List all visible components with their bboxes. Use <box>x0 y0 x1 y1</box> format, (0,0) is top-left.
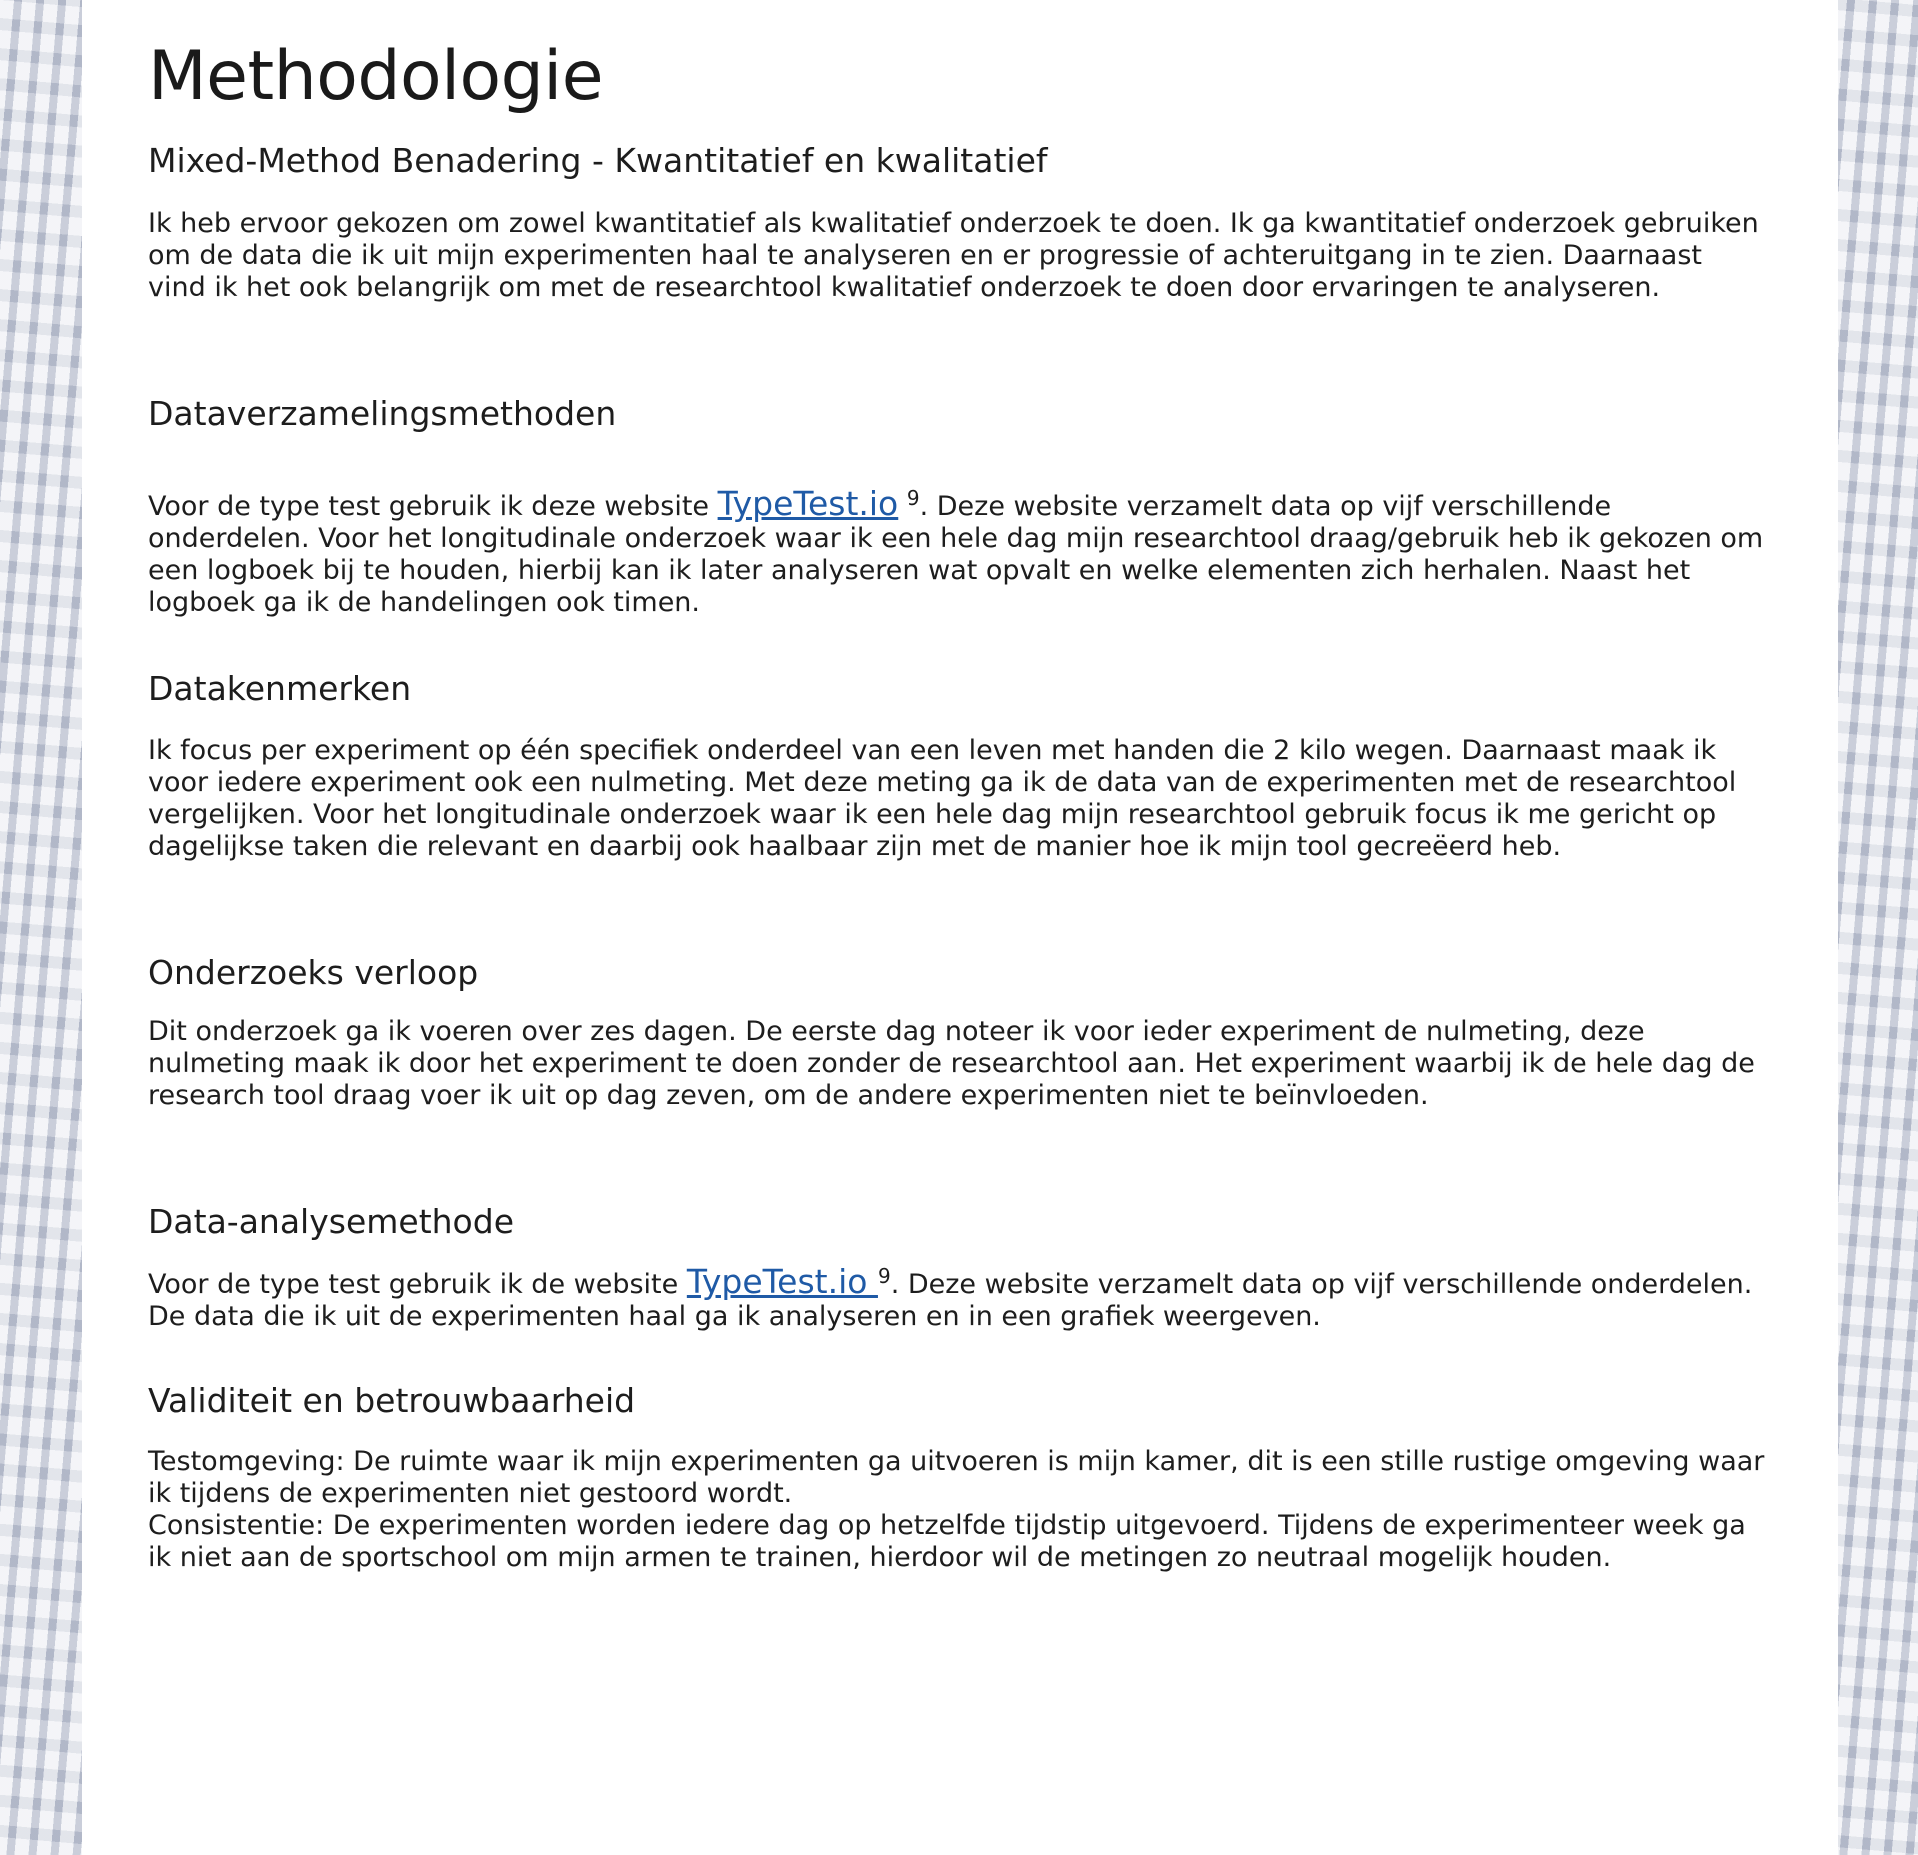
footnote-marker: 9 <box>877 1263 891 1288</box>
body-text-part: . Deze website verzamelt data op vijf verschillende onderdelen. De data die ik uit de experimenten haal ga ik analyseren en in een grafiek weergeven. <box>148 1268 1753 1332</box>
body-text-part: . Deze website verzamelt data op vijf verschillende onderdelen. Voor het longitudinale onderzoek waar ik een hele dag mijn researchtool draag/gebruik heb ik gekozen om een logboek bij te houden, hierbij kan ik later analyseren wat opvalt en welke elementen zich herhalen. Naast het logboek ga ik de handelingen ook timen. <box>148 490 1764 618</box>
document-page <box>82 0 1838 1855</box>
page-title: Methodologie <box>148 37 604 116</box>
section-body-mixed-method: Ik heb ervoor gekozen om zowel kwantitatief als kwalitatief onderzoek te doen. Ik ga kwantitatief onderzoek gebruiken om de data die ik uit mijn experimenten haal te analyseren en er progressie of achteruitgang in te zien. Daarnaast vind ik het ook belangrijk om met de researchtool kwalitatief onderzoek te doen door ervaringen te analyseren. <box>148 208 1759 304</box>
section-heading-mixed-method: Mixed-Method Benadering - Kwantitatief en kwalitatief <box>148 140 1048 180</box>
section-heading-datakenmerken: Datakenmerken <box>148 668 412 708</box>
section-heading-dataverzameling: Dataverzamelingsmethoden <box>148 394 617 434</box>
typetest-link[interactable]: TypeTest.io <box>717 483 899 523</box>
section-body-dataverzameling <box>148 483 1768 619</box>
section-body-testomgeving: Testomgeving: De ruimte waar ik mijn experimenten ga uitvoeren is mijn kamer, dit is een stille rustige omgeving waar ik tijdens de experimenten niet gestoord wordt. <box>148 1446 1765 1510</box>
section-heading-data-analyse: Data-analysemethode <box>148 1202 514 1242</box>
section-body-data-analyse <box>148 1261 1768 1333</box>
typetest-link[interactable]: TypeTest.io <box>686 1261 878 1301</box>
body-text-part: Voor de type test gebruik ik deze website <box>148 490 718 522</box>
section-body-consistentie: Consistentie: De experimenten worden iedere dag op hetzelfde tijdstip uitgevoerd. Tijdens de experimenteer week ga ik niet aan de sportschool om mijn armen te trainen, hierdoor wil de metingen zo neutraal mogelijk houden. <box>148 1510 1746 1574</box>
footnote-marker: 9 <box>906 485 920 510</box>
section-body-onderzoeks-verloop: Dit onderzoek ga ik voeren over zes dagen. De eerste dag noteer ik voor ieder experiment de nulmeting, deze nulmeting maak ik door het experiment te doen zonder de researchtool aan. Het experiment waarbij ik de hele dag de research tool draag voer ik uit op dag zeven, om de andere experimenten niet te beïnvloeden. <box>148 1016 1755 1112</box>
body-text-part: Voor de type test gebruik ik de website <box>148 1268 687 1300</box>
section-heading-onderzoeks-verloop: Onderzoeks verloop <box>148 952 479 992</box>
section-heading-validiteit: Validiteit en betrouwbaarheid <box>148 1380 636 1420</box>
section-body-datakenmerken: Ik focus per experiment op één specifiek onderdeel van een leven met handen die 2 kilo wegen. Daarnaast maak ik voor iedere experiment ook een nulmeting. Met deze meting ga ik de data van de experimenten met de researchtool vergelijken. Voor het longitudinale onderzoek waar ik een hele dag mijn researchtool gebruik focus ik me gericht op dagelijkse taken die relevant en daarbij ook haalbaar zijn met de manier hoe ik mijn tool gecreëerd heb. <box>148 734 1737 862</box>
